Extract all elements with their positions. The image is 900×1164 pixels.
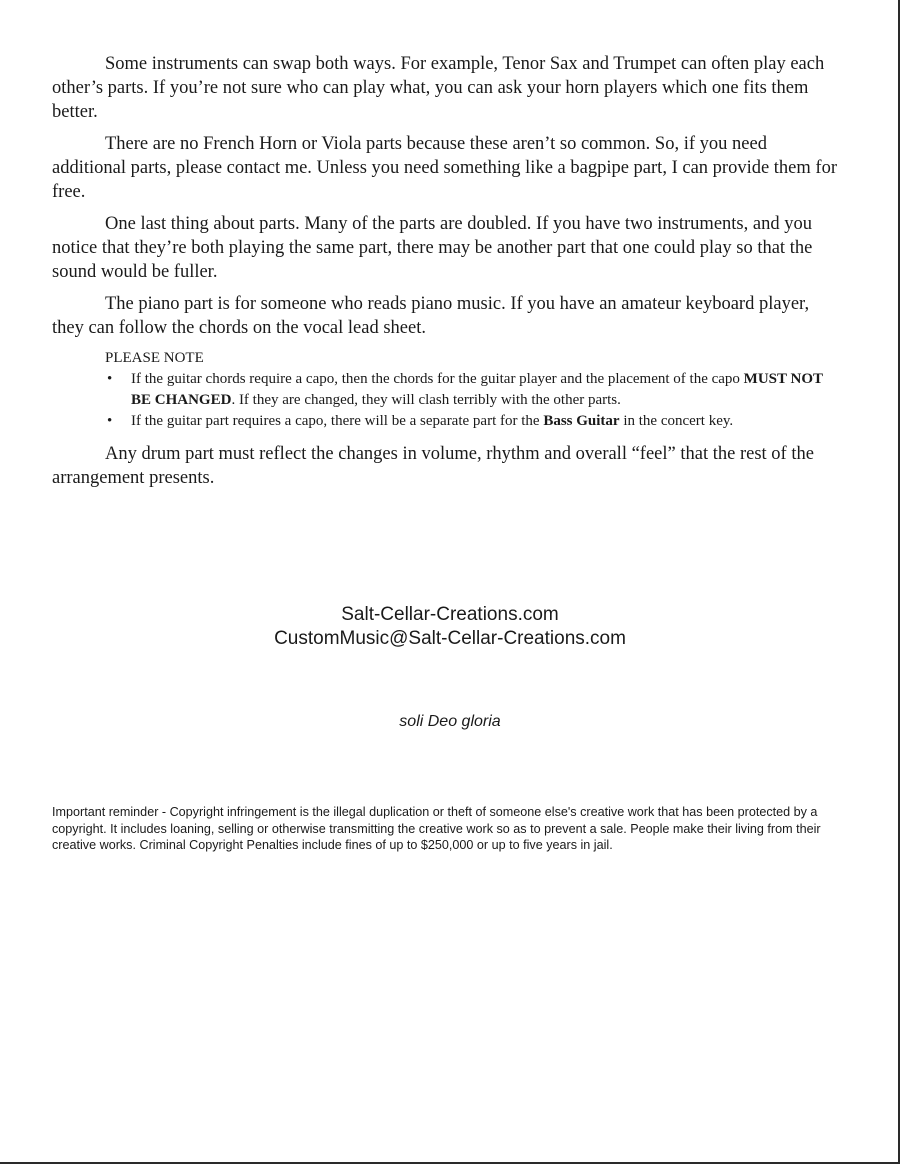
body-text bbox=[52, 52, 844, 498]
paragraph-additional-parts: There are no French Horn or Viola parts because these aren’t so common. So, if you need additional parts, please contact me. Unless you need something like a bagpipe part, I can provide them for free. bbox=[52, 134, 837, 202]
email-text: CustomMusic@Salt-Cellar-Creations.com bbox=[274, 628, 626, 649]
contact-block bbox=[0, 603, 900, 651]
website-text: Salt-Cellar-Creations.com bbox=[341, 604, 559, 625]
copyright-reminder: Important reminder - Copyright infringement is the illegal duplication or theft of someone else's creative work that has been protected by a copyright. It includes loaning, selling or otherwise transmitting the creative work so as to prevent a sale. People make their living from their creative works. Criminal Copyright Penalties include fines of up to $250,000 or up to five years in jail. bbox=[52, 805, 821, 852]
note-item-text: If the guitar chords require a capo, then the chords for the guitar player and the placement of the capo bbox=[131, 371, 744, 387]
note-item-emphasis: Bass Guitar bbox=[543, 413, 620, 429]
paragraph-drum-part: Any drum part must reflect the changes in volume, rhythm and overall “feel” that the rest of the arrangement presents. bbox=[52, 444, 814, 488]
paragraph-piano-part: The piano part is for someone who reads piano music. If you have an amateur keyboard player, they can follow the chords on the vocal lead sheet. bbox=[52, 294, 810, 338]
note-item-emphasis: MUST NOT BE CHANGED bbox=[131, 371, 823, 408]
please-note-list bbox=[105, 369, 844, 432]
note-item-capo-chords bbox=[105, 369, 844, 411]
motto-text: soli Deo gloria bbox=[399, 713, 501, 730]
note-item-text: . If they are changed, they will clash terribly with the other parts. bbox=[231, 392, 621, 408]
paragraph-doubled-parts: One last thing about parts. Many of the parts are doubled. If you have two instruments, and you notice that they’re both playing the same part, there may be another part that one could play so that the sound would be fuller. bbox=[52, 214, 813, 282]
note-item-text: If the guitar part requires a capo, there will be a separate part for the bbox=[131, 413, 544, 429]
please-note-title: PLEASE NOTE bbox=[105, 350, 204, 366]
paragraph-instrument-swap: Some instruments can swap both ways. For example, Tenor Sax and Trumpet can often play each other’s parts. If you’re not sure who can play what, you can ask your horn players which one fits them better. bbox=[52, 54, 825, 122]
note-item-bass-guitar bbox=[105, 411, 844, 432]
note-item-text: in the concert key. bbox=[619, 413, 734, 429]
please-note-block bbox=[105, 348, 844, 432]
